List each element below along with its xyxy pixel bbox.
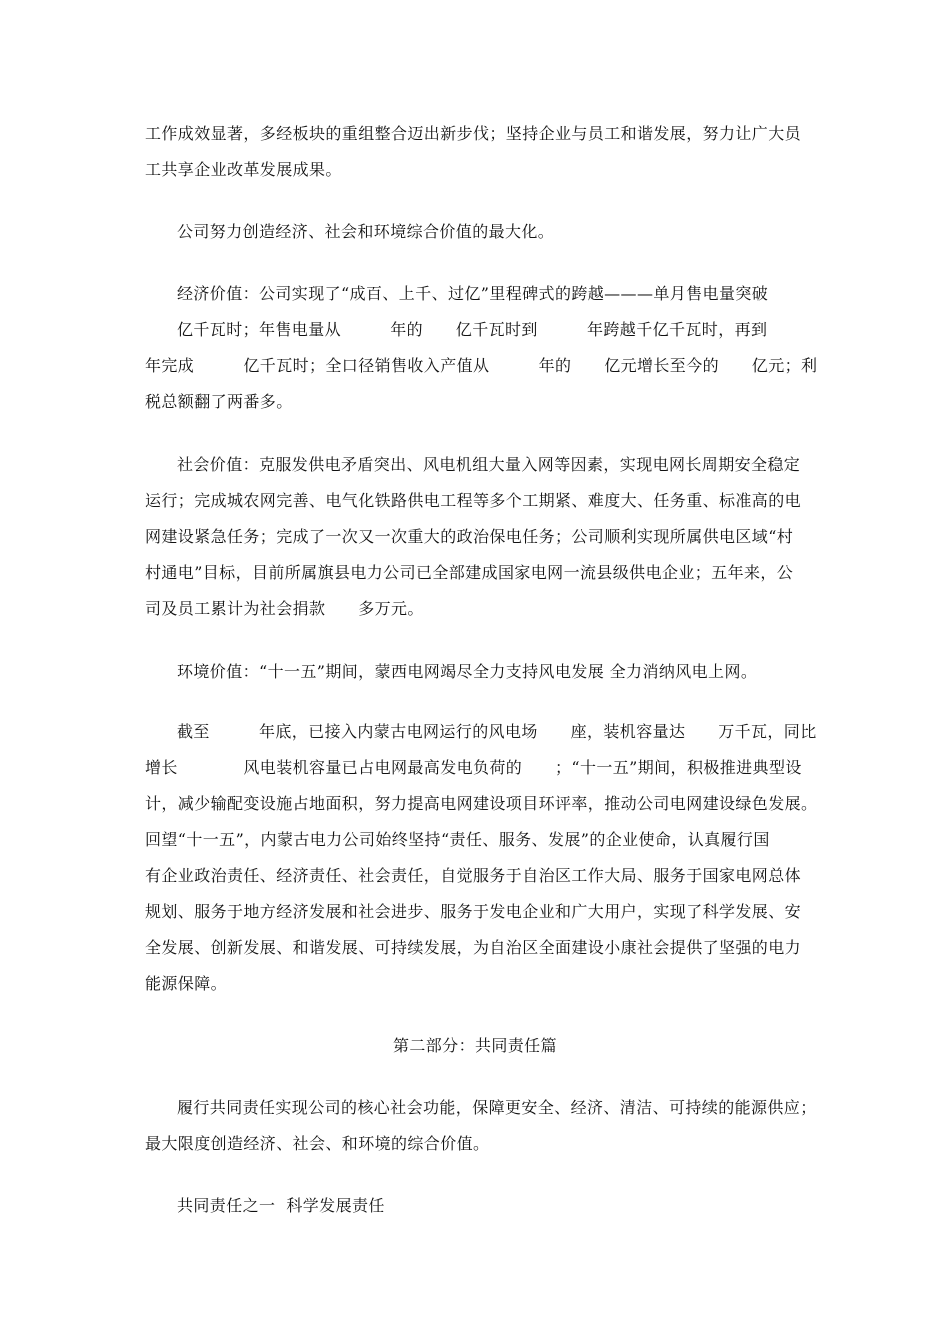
- paragraph-line: 工作成效显著，多经板块的重组整合迈出新步伐；坚持企业与员工和谐发展，努力让广大员: [145, 124, 802, 143]
- paragraph-line: 运行；完成城农网完善、电气化铁路供电工程等多个工期紧、难度大、任务重、标准高的电: [145, 491, 802, 510]
- paragraph-line: 回望“十一五”，内蒙古电力公司始终坚持“责任、服务、发展”的企业使命，认真履行国: [145, 830, 770, 849]
- paragraph-line: 计，减少输配变设施占地面积，努力提高电网建设项目环评率，推动公司电网建设绿色发展。: [145, 794, 818, 813]
- paragraph-line: 社会价值：克服发供电矛盾突出、风电机组大量入网等因素，实现电网长周期安全稳定: [177, 455, 801, 474]
- paragraph-line: 税总额翻了两番多。: [145, 392, 293, 411]
- paragraph-line: 司及员工累计为社会捐款 多万元。: [145, 599, 424, 618]
- paragraph-line: 亿千瓦时；年售电量从 年的 亿千瓦时到 年跨越千亿千瓦时，再到: [177, 320, 768, 339]
- paragraph-line: 全发展、创新发展、和谐发展、可持续发展，为自治区全面建设小康社会提供了坚强的电力: [145, 938, 802, 957]
- paragraph-line: 截至 年底，已接入内蒙古电网运行的风电场 座，装机容量达 万千瓦，同比: [177, 722, 817, 741]
- paragraph-line: 有企业政治责任、经济责任、社会责任，自觉服务于自治区工作大局、服务于国家电网总体: [145, 866, 802, 885]
- paragraph-line: 村通电”目标，目前所属旗县电力公司已全部建成国家电网一流县级供电企业；五年来，公: [145, 563, 794, 582]
- paragraph-line: 环境价值：“十一五”期间，蒙西电网竭尽全力支持风电发展 全力消纳风电上网。: [177, 662, 758, 681]
- paragraph-line: 规划、服务于地方经济发展和社会进步、服务于发电企业和广大用户，实现了科学发展、安: [145, 902, 802, 921]
- paragraph-line: 工共享企业改革发展成果。: [145, 160, 342, 179]
- paragraph-line: 年完成 亿千瓦时；全口径销售收入产值从 年的 亿元增长至今的 亿元；利: [145, 356, 818, 375]
- paragraph-line: 履行共同责任实现公司的核心社会功能，保障更安全、经济、清洁、可持续的能源供应；: [177, 1098, 817, 1117]
- section-heading: 第二部分：共同责任篇: [392, 1036, 557, 1055]
- paragraph-line: 能源保障。: [145, 974, 228, 993]
- paragraph-line: 经济价值：公司实现了“成百、上千、过亿”里程碑式的跨越———单月售电量突破: [177, 284, 769, 303]
- paragraph-line: 网建设紧急任务；完成了一次又一次重大的政治保电任务；公司顺利实现所属供电区域“村: [145, 527, 794, 546]
- paragraph-line: 最大限度创造经济、社会、和环境的综合价值。: [145, 1134, 490, 1153]
- subsection-heading: 共同责任之一 科学发展责任: [177, 1196, 385, 1215]
- paragraph-line: 增长 风电装机容量已占电网最高发电负荷的 ；“十一五”期间，积极推进典型设: [145, 758, 802, 777]
- paragraph-line: 公司努力创造经济、社会和环境综合价值的最大化。: [177, 222, 555, 241]
